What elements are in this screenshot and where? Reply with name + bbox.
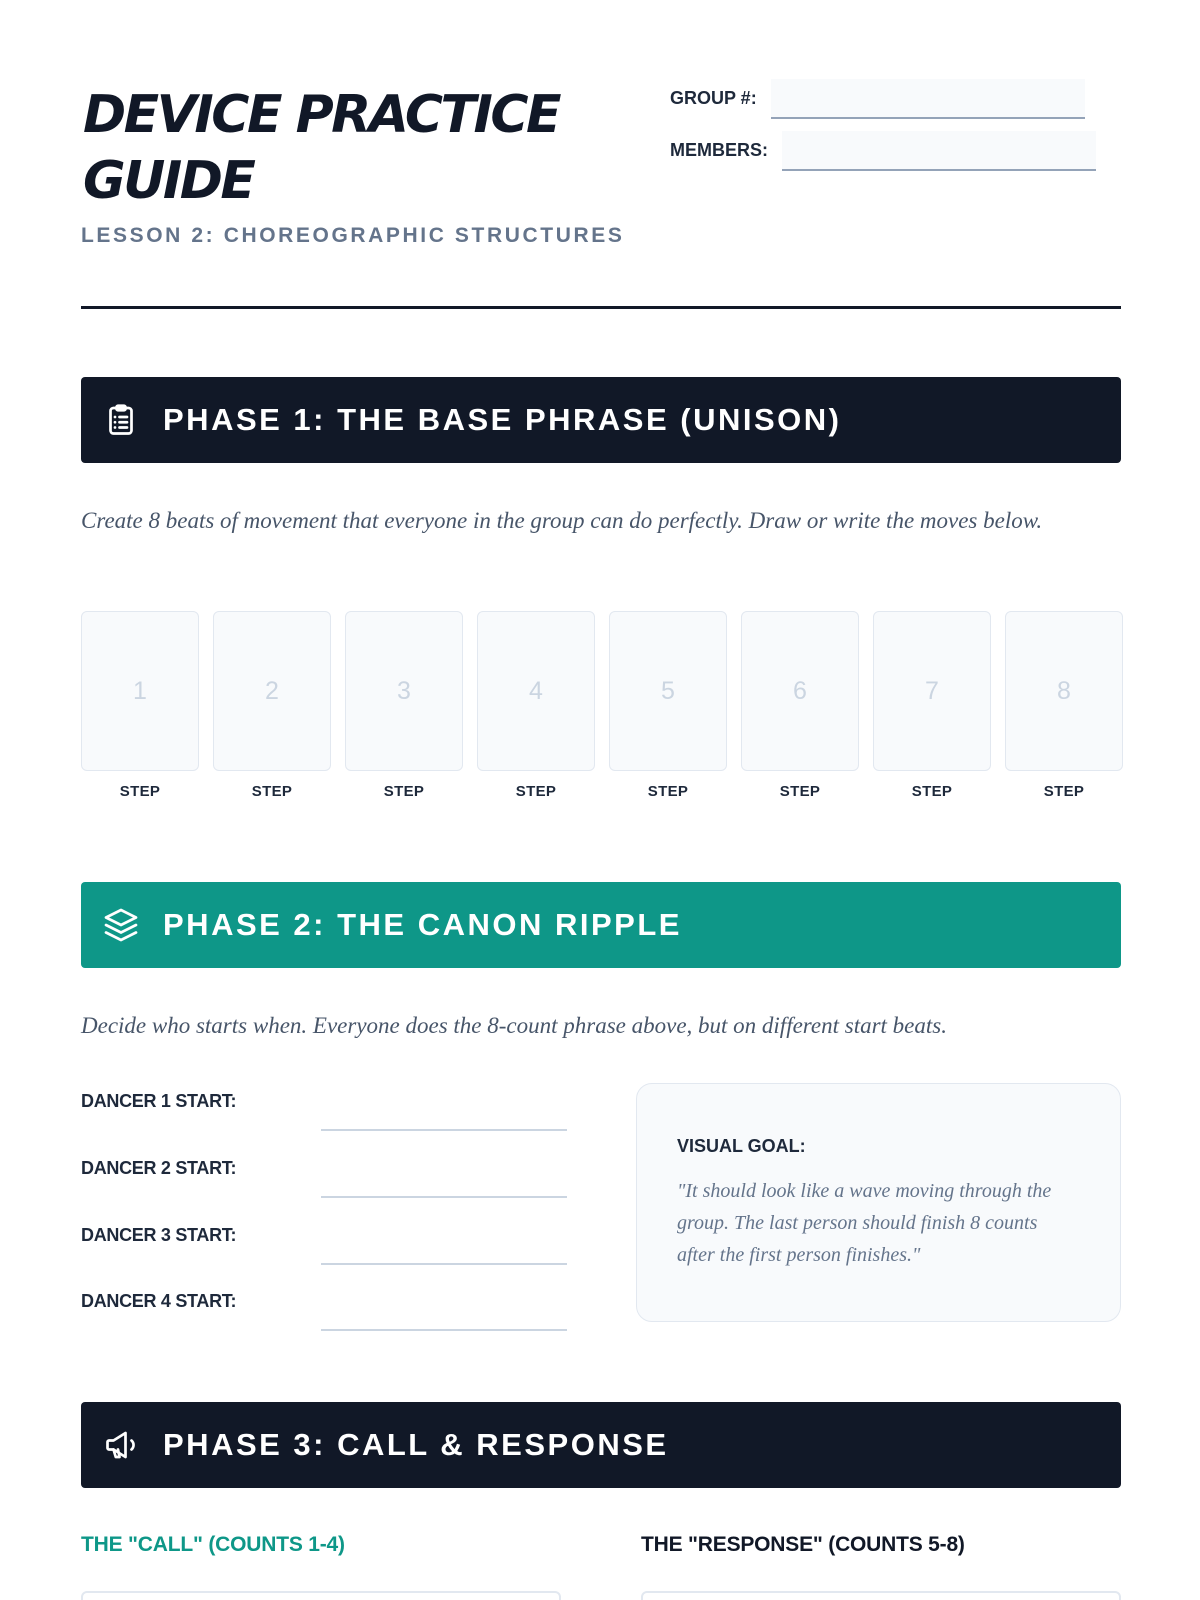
step-label: STEP bbox=[383, 783, 425, 800]
dancer-1-start-field[interactable] bbox=[321, 1129, 567, 1131]
group-number-field[interactable] bbox=[771, 79, 1085, 119]
megaphone-icon bbox=[103, 1427, 139, 1463]
worksheet-page bbox=[81, 0, 1121, 1600]
members-row bbox=[670, 131, 1096, 171]
phase-2-instructions: Decide who starts when. Everyone does the 8-count phrase above, but on different start beats. bbox=[81, 1013, 947, 1038]
members-field[interactable] bbox=[782, 131, 1096, 171]
dancer-3-start-field[interactable] bbox=[321, 1263, 567, 1265]
dancer-start-label: DANCER 2 START: bbox=[81, 1158, 237, 1178]
phase-1-banner bbox=[81, 377, 1121, 463]
step-6 bbox=[741, 611, 859, 800]
step-1 bbox=[81, 611, 199, 800]
step-box[interactable]: 1 bbox=[81, 611, 199, 771]
step-label: STEP bbox=[647, 783, 689, 800]
dancer-4-start-row bbox=[81, 1291, 566, 1331]
dancer-start-label: DANCER 3 START: bbox=[81, 1225, 237, 1245]
call-input-box[interactable] bbox=[81, 1591, 561, 1600]
page-subtitle: LESSON 2: CHOREOGRAPHIC STRUCTURES bbox=[81, 224, 625, 247]
step-box[interactable]: 6 bbox=[741, 611, 859, 771]
step-7 bbox=[873, 611, 991, 800]
visual-goal-card bbox=[636, 1083, 1121, 1322]
step-grid bbox=[81, 611, 1121, 800]
visual-goal-title: VISUAL GOAL: bbox=[677, 1136, 806, 1156]
step-8 bbox=[1005, 611, 1123, 800]
step-label: STEP bbox=[911, 783, 953, 800]
layers-icon bbox=[103, 907, 139, 943]
dancer-3-start-row bbox=[81, 1225, 566, 1265]
step-box[interactable]: 3 bbox=[345, 611, 463, 771]
step-box[interactable]: 2 bbox=[213, 611, 331, 771]
step-label: STEP bbox=[119, 783, 161, 800]
phase-3-banner bbox=[81, 1402, 1121, 1488]
phase-2-title: PHASE 2: THE CANON RIPPLE bbox=[163, 907, 682, 942]
dancer-2-start-row bbox=[81, 1158, 566, 1198]
step-label: STEP bbox=[515, 783, 557, 800]
phase-1-instructions: Create 8 beats of movement that everyone in the group can do perfectly. Draw or write the moves below. bbox=[81, 508, 1043, 533]
step-4 bbox=[477, 611, 595, 800]
group-number-row bbox=[670, 79, 1085, 119]
step-label: STEP bbox=[779, 783, 821, 800]
response-input-box[interactable] bbox=[641, 1591, 1121, 1600]
step-box[interactable]: 4 bbox=[477, 611, 595, 771]
call-heading: THE "CALL" (COUNTS 1-4) bbox=[81, 1533, 345, 1556]
visual-goal-quote: "It should look like a wave moving through the group. The last person should finish 8 counts after the first person finishes." bbox=[677, 1180, 1052, 1266]
response-heading: THE "RESPONSE" (COUNTS 5-8) bbox=[641, 1533, 965, 1556]
step-2 bbox=[213, 611, 331, 800]
members-label: MEMBERS: bbox=[670, 140, 768, 160]
clipboard-list-icon bbox=[103, 402, 139, 438]
phase-1-title: PHASE 1: THE BASE PHRASE (UNISON) bbox=[163, 402, 842, 437]
dancer-start-label: DANCER 4 START: bbox=[81, 1291, 237, 1311]
step-box[interactable]: 7 bbox=[873, 611, 991, 771]
dancer-4-start-field[interactable] bbox=[321, 1329, 567, 1331]
step-label: STEP bbox=[251, 783, 293, 800]
dancer-2-start-field[interactable] bbox=[321, 1196, 567, 1198]
dancer-start-label: DANCER 1 START: bbox=[81, 1091, 237, 1111]
step-3 bbox=[345, 611, 463, 800]
step-box[interactable]: 5 bbox=[609, 611, 727, 771]
dancer-1-start-row bbox=[81, 1091, 566, 1131]
step-box[interactable]: 8 bbox=[1005, 611, 1123, 771]
phase-2-banner bbox=[81, 882, 1121, 968]
step-5 bbox=[609, 611, 727, 800]
header-divider bbox=[81, 306, 1121, 309]
step-label: STEP bbox=[1043, 783, 1085, 800]
group-number-label: GROUP #: bbox=[670, 88, 757, 108]
phase-3-title: PHASE 3: CALL & RESPONSE bbox=[163, 1427, 669, 1462]
page-title: DEVICE PRACTICE GUIDE bbox=[83, 85, 560, 211]
